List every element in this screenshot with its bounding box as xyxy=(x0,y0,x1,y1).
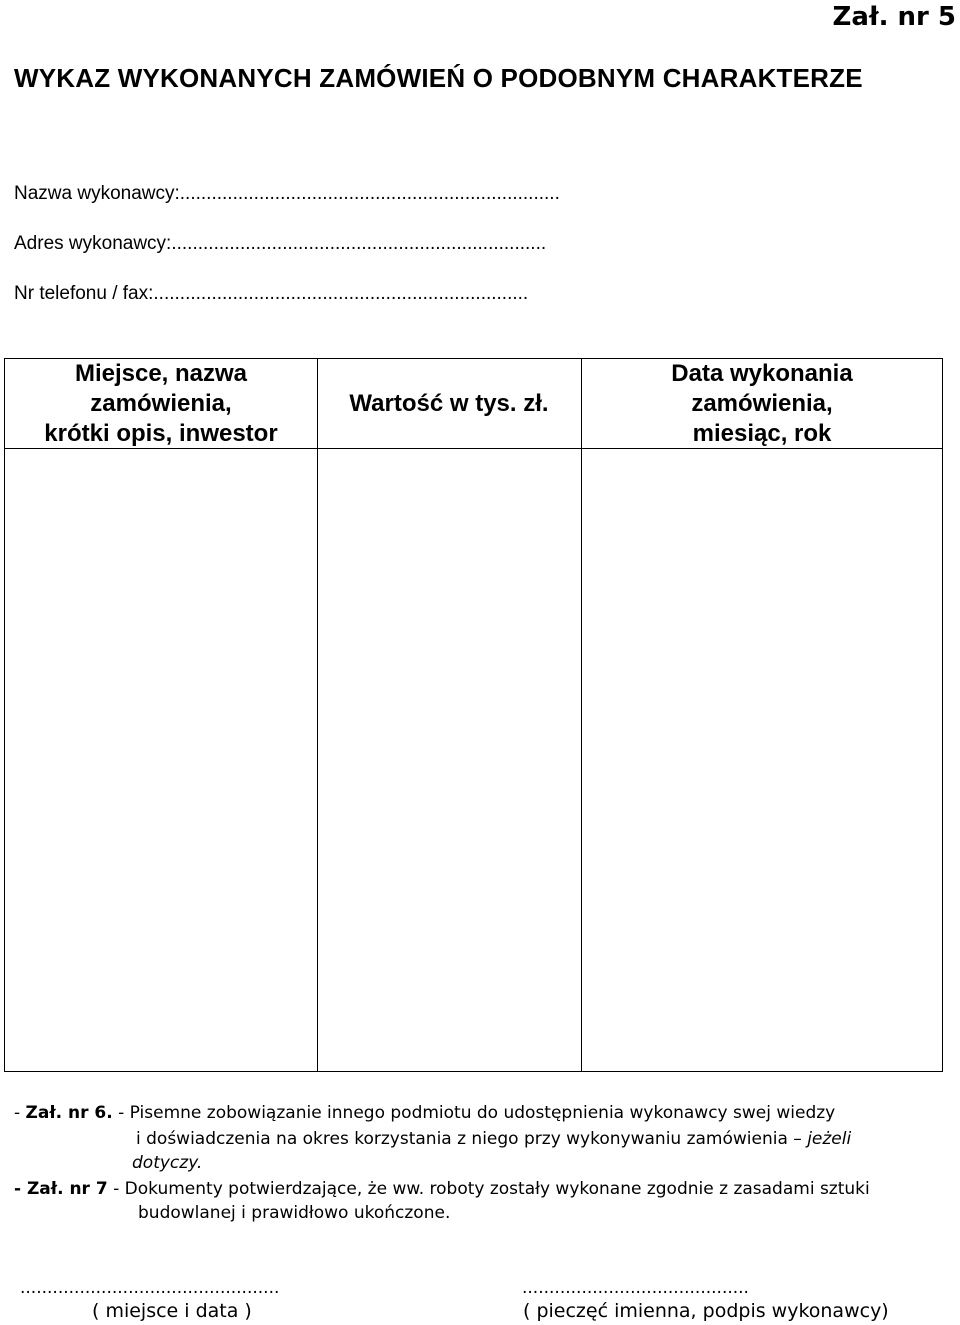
note-text: - Dokumenty potwierdzające, że ww. roboty zostały wykonane zgodnie z zasadami sztuki xyxy=(107,1179,870,1199)
place-date-dotted-line: ................................................ xyxy=(20,1278,280,1298)
contractor-name-field: Nazwa wykonawcy:........................................................................ xyxy=(14,183,560,204)
place-date-caption: ( miejsce i data ) xyxy=(92,1300,252,1322)
table-divider xyxy=(581,359,582,1071)
header-line: krótki opis, inwestor xyxy=(44,419,278,447)
header-line: miesiąc, rok xyxy=(692,419,832,447)
column-header-date xyxy=(582,359,942,448)
header-line: zamówienia, xyxy=(691,389,833,417)
header-line: zamówienia, xyxy=(90,389,232,417)
note-attachment-6-line2 xyxy=(136,1127,851,1151)
note-ref: - Zał. nr 7 xyxy=(14,1179,108,1199)
contractor-address-field: Adres wykonawcy:....................................................................... xyxy=(14,233,547,254)
header-line: Data wykonania xyxy=(671,359,853,387)
document-title: WYKAZ WYKONANYCH ZAMÓWIEŃ O PODOBNYM CHARAKTERZE xyxy=(14,63,863,93)
note-text: - Pisemne zobowiązanie innego podmiotu do udostępnienia wykonawcy swej wiedzy xyxy=(112,1103,836,1123)
signature-dotted-line: .......................................... xyxy=(522,1278,749,1298)
header-divider xyxy=(317,448,581,449)
orders-table xyxy=(4,358,943,1072)
note-ref: Zał. nr 6. xyxy=(25,1103,113,1123)
column-header-value xyxy=(317,359,581,448)
note-text: i doświadczenia na okres korzystania z niego przy wykonywaniu zamówienia – xyxy=(136,1129,808,1149)
column-header-place xyxy=(5,359,317,448)
note-attachment-6-line3: dotyczy. xyxy=(132,1153,203,1173)
note-attachment-7-line2: budowlanej i prawidłowo ukończone. xyxy=(138,1203,451,1223)
header-line: Wartość w tys. zł. xyxy=(349,389,549,417)
signature-caption: ( pieczęć imienna, podpis wykonawcy) xyxy=(523,1300,889,1322)
contractor-phone-field: Nr telefonu / fax:....................................................................... xyxy=(14,283,529,304)
note-prefix: - xyxy=(14,1103,26,1123)
table-divider xyxy=(317,359,318,1071)
header-line: Miejsce, nazwa xyxy=(74,359,248,387)
note-text-italic: jeżeli xyxy=(807,1129,852,1149)
note-attachment-6 xyxy=(14,1101,835,1125)
attachment-label: Zał. nr 5 xyxy=(832,2,956,32)
note-attachment-7 xyxy=(14,1177,870,1201)
